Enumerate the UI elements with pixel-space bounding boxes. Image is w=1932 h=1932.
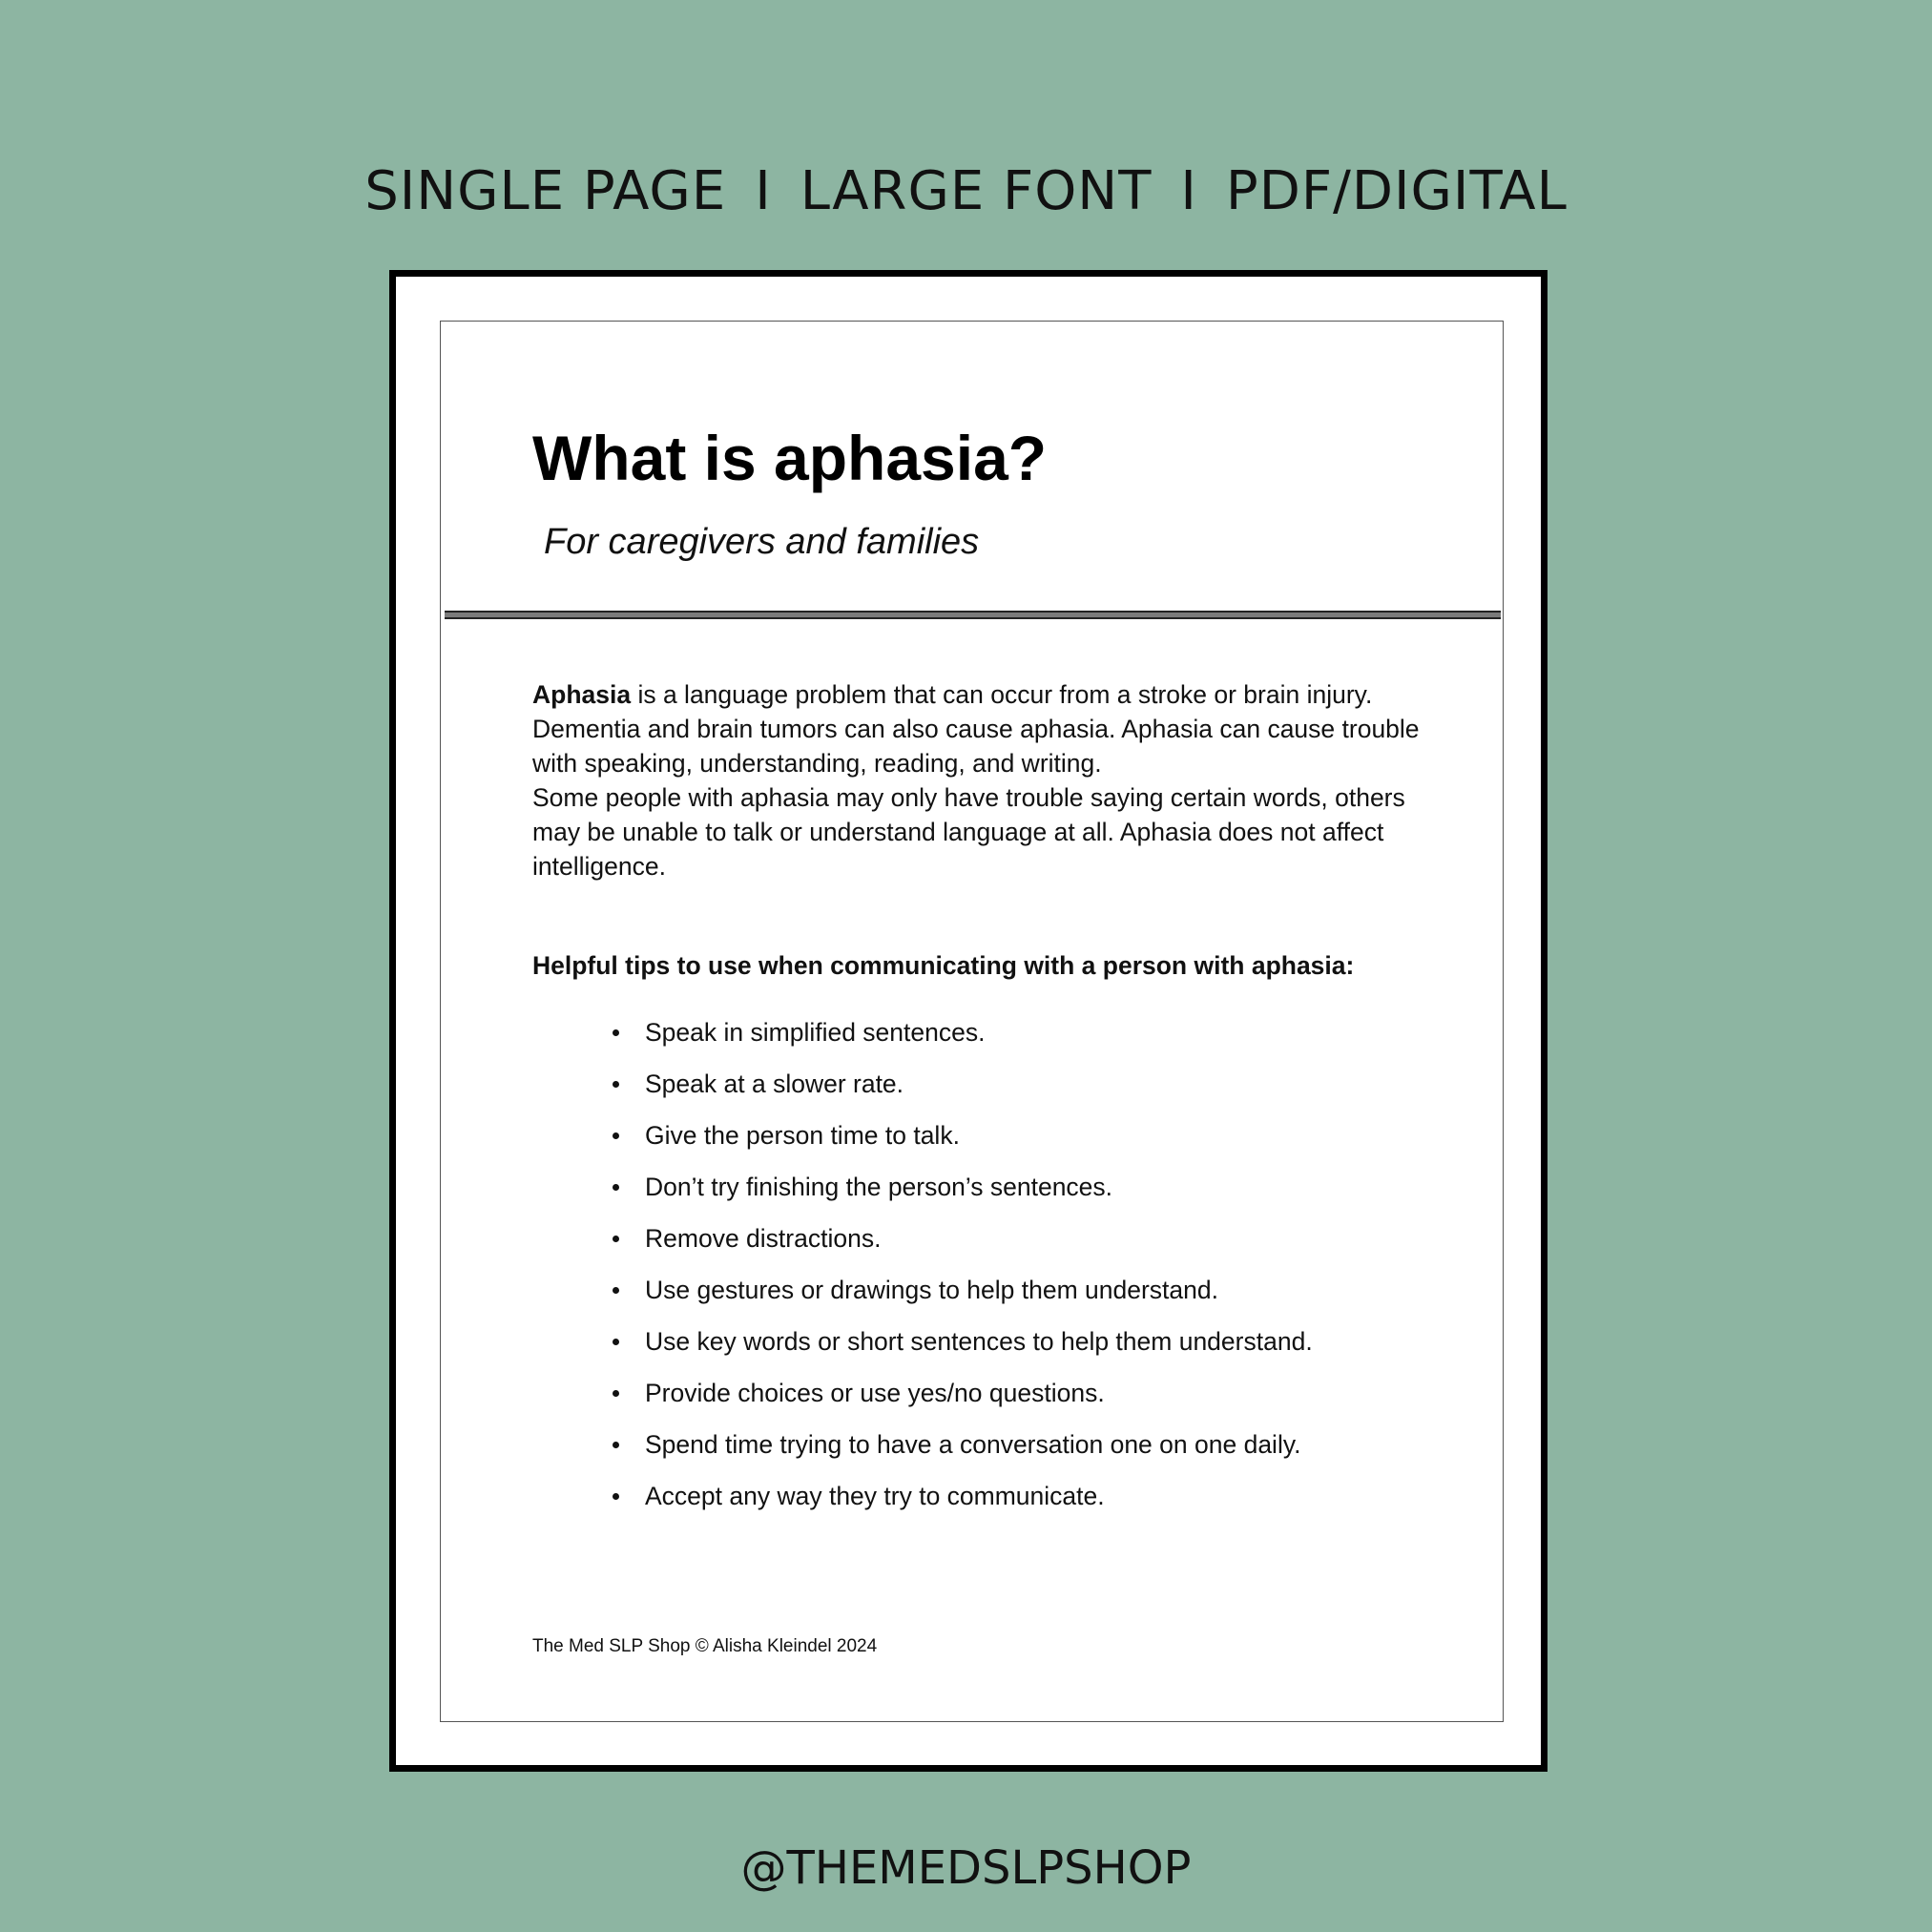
banner-separator: I xyxy=(755,160,772,222)
bullet-icon xyxy=(613,1132,619,1139)
list-item xyxy=(613,1427,1471,1479)
bullet-icon xyxy=(613,1339,619,1345)
bullet-icon xyxy=(613,1442,619,1448)
list-item xyxy=(613,1067,1471,1118)
bullet-icon xyxy=(613,1390,619,1397)
list-item xyxy=(613,1118,1471,1170)
bullet-icon xyxy=(613,1236,619,1242)
banner xyxy=(0,160,1932,222)
list-item xyxy=(613,1324,1471,1376)
title-divider xyxy=(445,611,1501,619)
intro-text-2: Some people with aphasia may only have trouble saying certain words, others may be unable to talk or understand language at all. Aphasia does not affect intelligence. xyxy=(532,783,1405,881)
social-handle: @THEMEDSLPSHOP xyxy=(740,1841,1192,1895)
tip-text: Speak at a slower rate. xyxy=(645,1070,904,1098)
tip-text: Speak in simplified sentences. xyxy=(645,1018,986,1047)
banner-pdf-digital: PDF/DIGITAL xyxy=(1225,160,1568,222)
bullet-icon xyxy=(613,1029,619,1036)
tip-text: Give the person time to talk. xyxy=(645,1121,960,1150)
bullet-icon xyxy=(613,1493,619,1500)
tip-text: Use key words or short sentences to help them understand. xyxy=(645,1327,1313,1356)
document-title: What is aphasia? xyxy=(532,423,1048,493)
copyright-footer: The Med SLP Shop © Alisha Kleindel 2024 xyxy=(532,1636,878,1656)
list-item xyxy=(613,1221,1471,1273)
intro-paragraph xyxy=(532,677,1448,883)
intro-text: is a language problem that can occur from a stroke or brain injury. Dementia and brain tumors can also cause aphasia. Aphasia can cause trouble with speaking, understanding, reading, and writing. xyxy=(532,680,1420,778)
tip-text: Remove distractions. xyxy=(645,1224,882,1253)
banner-large-font: LARGE FONT xyxy=(800,160,1153,222)
bullet-icon xyxy=(613,1081,619,1088)
list-item xyxy=(613,1015,1471,1067)
document-subtitle: For caregivers and families xyxy=(544,522,980,562)
tip-text: Accept any way they try to communicate. xyxy=(645,1482,1105,1510)
tips-list xyxy=(613,1015,1471,1530)
list-item xyxy=(613,1376,1471,1427)
tips-heading: Helpful tips to use when communicating with a person with aphasia: xyxy=(532,951,1355,980)
banner-separator: I xyxy=(1180,160,1197,222)
list-item xyxy=(613,1273,1471,1324)
tip-text: Use gestures or drawings to help them understand. xyxy=(645,1276,1218,1304)
list-item xyxy=(613,1479,1471,1530)
list-item xyxy=(613,1170,1471,1221)
document-inner-frame xyxy=(440,321,1504,1722)
document-page xyxy=(389,270,1548,1772)
tip-text: Don’t try finishing the person’s sentences. xyxy=(645,1173,1113,1201)
banner-single-page: SINGLE PAGE xyxy=(364,160,727,222)
tip-text: Provide choices or use yes/no questions. xyxy=(645,1379,1105,1407)
bullet-icon xyxy=(613,1287,619,1294)
bullet-icon xyxy=(613,1184,619,1191)
intro-term: Aphasia xyxy=(532,680,632,709)
tip-text: Spend time trying to have a conversation one on one daily. xyxy=(645,1430,1301,1459)
